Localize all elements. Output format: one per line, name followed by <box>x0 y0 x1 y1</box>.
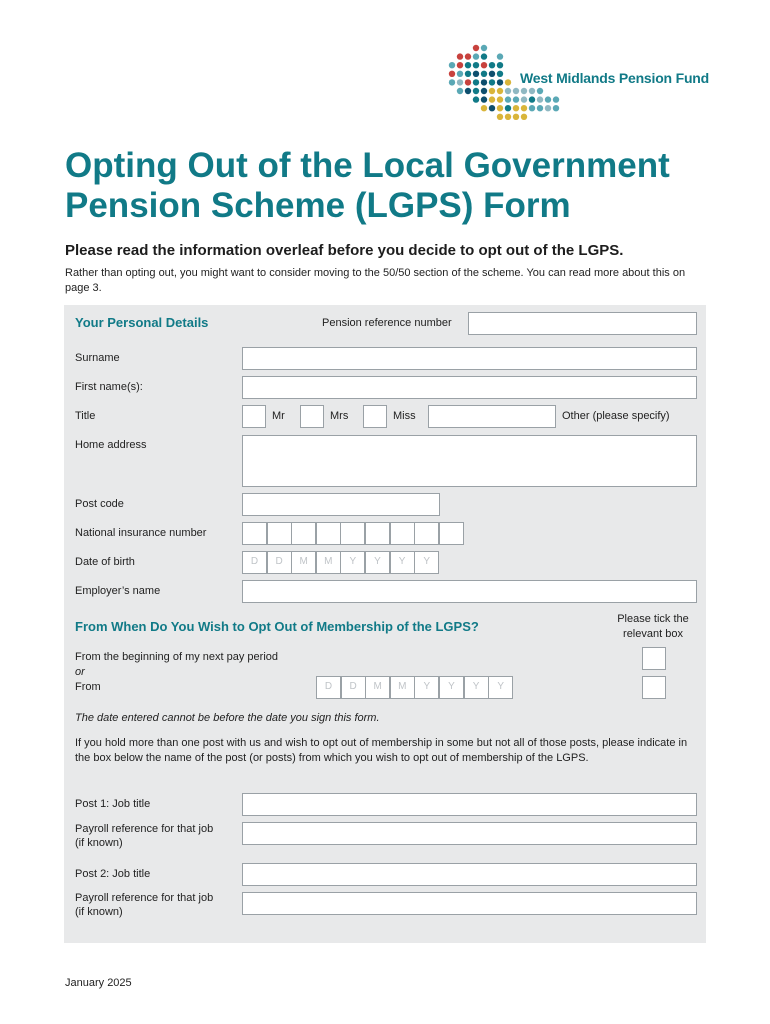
logo-dot <box>513 88 519 94</box>
logo-dot <box>465 79 471 85</box>
logo-dot <box>481 62 487 68</box>
logo-dot <box>465 62 471 68</box>
surname-label: Surname <box>75 352 120 364</box>
logo-dot <box>513 96 519 102</box>
fund-logo <box>442 44 714 126</box>
address-label: Home address <box>75 439 147 451</box>
employer-label: Employer’s name <box>75 585 161 597</box>
from-date-cell[interactable]: Y <box>464 676 489 699</box>
logo-dot <box>473 45 479 51</box>
logo-dot <box>489 88 495 94</box>
or-text: or <box>75 666 85 678</box>
logo-dot <box>505 114 511 120</box>
ni-cell[interactable] <box>340 522 365 545</box>
first-names-label: First name(s): <box>75 381 143 393</box>
logo-dot <box>521 88 527 94</box>
logo-dot <box>497 62 503 68</box>
logo-dot <box>481 88 487 94</box>
logo-dot <box>481 105 487 111</box>
logo-dot <box>497 88 503 94</box>
ni-cell[interactable] <box>316 522 341 545</box>
dob-cell[interactable]: M <box>291 551 316 574</box>
logo-dot <box>553 96 559 102</box>
logo-dot <box>449 62 455 68</box>
form-panel <box>64 305 706 943</box>
logo-dot <box>537 96 543 102</box>
title-mr-checkbox[interactable] <box>242 405 266 428</box>
from-date-label: From <box>75 681 101 693</box>
logo-dot <box>481 96 487 102</box>
personal-details-heading: Your Personal Details <box>75 315 209 330</box>
dob-cell[interactable]: Y <box>414 551 439 574</box>
pension-ref-input[interactable] <box>468 312 697 335</box>
dob-cell[interactable]: M <box>316 551 341 574</box>
intro-text: Rather than opting out, you might want to consider moving to the 50/50 section of the scheme. You can read more about this on page 3. <box>65 267 686 294</box>
payroll2-label: Payroll reference for that job <box>75 892 214 904</box>
logo-dot <box>505 96 511 102</box>
post1-input[interactable] <box>242 793 697 816</box>
logo-dot <box>513 114 519 120</box>
logo-dot <box>489 96 495 102</box>
logo-dot <box>481 79 487 85</box>
logo-dot <box>449 79 455 85</box>
logo-dot <box>473 96 479 102</box>
logo-dot <box>537 88 543 94</box>
multi-post-text: If you hold more than one post with us and wish to opt out of membership in some but not all of those posts, please indicate in the box below the name of the post (or posts) from which you wish to opt out of membership of the LGPS. <box>75 737 688 764</box>
logo-dot <box>529 105 535 111</box>
from-date-cell[interactable]: D <box>316 676 341 699</box>
logo-dot <box>473 88 479 94</box>
logo-text: West Midlands Pension Fund <box>520 70 709 86</box>
logo-dot <box>457 79 463 85</box>
from-date-cell[interactable]: Y <box>414 676 439 699</box>
dob-input-group <box>242 551 440 574</box>
logo-dot <box>545 96 551 102</box>
logo-dot <box>481 45 487 51</box>
logo-dot <box>473 79 479 85</box>
title-mrs-label: Mrs <box>330 410 349 422</box>
logo-dot <box>457 62 463 68</box>
optout-heading: From When Do You Wish to Opt Out of Membership of the LGPS? <box>75 619 479 634</box>
logo-dot <box>473 71 479 77</box>
logo-dot <box>489 62 495 68</box>
logo-dot <box>489 79 495 85</box>
dob-cell[interactable]: Y <box>340 551 365 574</box>
ni-cell[interactable] <box>242 522 267 545</box>
payroll1-input[interactable] <box>242 822 697 845</box>
post1-label: Post 1: Job title <box>75 798 151 810</box>
footer-date: January 2025 <box>65 977 132 989</box>
ni-input-group <box>242 522 463 545</box>
title-label: Title <box>75 410 96 422</box>
logo-dot <box>505 105 511 111</box>
logo-dot <box>489 71 495 77</box>
from-date-cell[interactable]: M <box>365 676 390 699</box>
logo-dot <box>521 105 527 111</box>
logo-dot <box>457 88 463 94</box>
next-pay-period-label: From the beginning of my next pay period <box>75 651 279 663</box>
logo-dot <box>497 53 503 59</box>
ni-cell[interactable] <box>267 522 292 545</box>
dob-label: Date of birth <box>75 556 135 568</box>
post2-input[interactable] <box>242 863 697 886</box>
logo-dot <box>545 105 551 111</box>
logo-dot <box>521 114 527 120</box>
title-mrs-checkbox[interactable] <box>300 405 324 428</box>
logo-dot <box>497 71 503 77</box>
payroll2-input[interactable] <box>242 892 697 915</box>
dob-cell[interactable]: Y <box>390 551 415 574</box>
logo-dot <box>465 88 471 94</box>
logo-dot <box>497 114 503 120</box>
from-date-cell[interactable]: Y <box>439 676 464 699</box>
postcode-label: Post code <box>75 498 124 510</box>
dob-cell[interactable]: D <box>267 551 292 574</box>
lead-text: Please read the information overleaf before you decide to opt out of the LGPS. <box>65 242 624 259</box>
logo-dot <box>521 96 527 102</box>
logo-dot <box>481 71 487 77</box>
ni-label: National insurance number <box>75 527 207 539</box>
payroll2-label-known: (if known) <box>75 906 123 918</box>
logo-dot <box>465 71 471 77</box>
logo-dot <box>481 53 487 59</box>
logo-dot <box>457 53 463 59</box>
logo-dot <box>537 105 543 111</box>
logo-dot <box>473 53 479 59</box>
ni-cell[interactable] <box>291 522 316 545</box>
title-other-label: Other (please specify) <box>562 410 670 422</box>
ni-cell[interactable] <box>365 522 390 545</box>
from-date-input-group <box>316 676 514 699</box>
from-date-cell[interactable]: M <box>390 676 415 699</box>
logo-dot <box>457 71 463 77</box>
logo-dot <box>497 105 503 111</box>
date-note: The date entered cannot be before the date you sign this form. <box>75 712 380 724</box>
title-miss-checkbox[interactable] <box>363 405 387 428</box>
payroll1-label-known: (if known) <box>75 837 123 849</box>
pension-ref-label: Pension reference number <box>322 317 452 329</box>
title-miss-label: Miss <box>393 410 416 422</box>
logo-dot <box>489 105 495 111</box>
logo-dot <box>529 96 535 102</box>
from-date-cell[interactable]: D <box>341 676 366 699</box>
first-names-input[interactable] <box>242 376 697 399</box>
surname-input[interactable] <box>242 347 697 370</box>
logo-dot <box>497 79 503 85</box>
next-pay-period-checkbox[interactable] <box>642 647 666 670</box>
employer-input[interactable] <box>242 580 697 603</box>
from-date-cell[interactable]: Y <box>488 676 513 699</box>
post2-label: Post 2: Job title <box>75 868 151 880</box>
payroll1-label: Payroll reference for that job <box>75 823 214 835</box>
logo-dot <box>505 88 511 94</box>
title-mr-label: Mr <box>272 410 285 422</box>
logo-dot <box>449 71 455 77</box>
logo-dot <box>553 105 559 111</box>
ni-cell[interactable] <box>414 522 439 545</box>
tick-hint: Please tick the relevant box <box>617 613 689 640</box>
logo-dot <box>505 79 511 85</box>
logo-dot <box>513 105 519 111</box>
ni-cell[interactable] <box>390 522 415 545</box>
from-date-checkbox[interactable] <box>642 676 666 699</box>
title-other-input[interactable] <box>428 405 556 428</box>
logo-dot <box>465 53 471 59</box>
logo-dot <box>497 96 503 102</box>
logo-dot <box>529 88 535 94</box>
address-input[interactable] <box>242 435 697 487</box>
ni-cell[interactable] <box>439 522 464 545</box>
logo-dot <box>473 62 479 68</box>
page-title: Opting Out of the Local Government Pension Scheme (LGPS) Form <box>65 146 670 225</box>
dob-cell[interactable]: Y <box>365 551 390 574</box>
postcode-input[interactable] <box>242 493 440 516</box>
dob-cell[interactable]: D <box>242 551 267 574</box>
